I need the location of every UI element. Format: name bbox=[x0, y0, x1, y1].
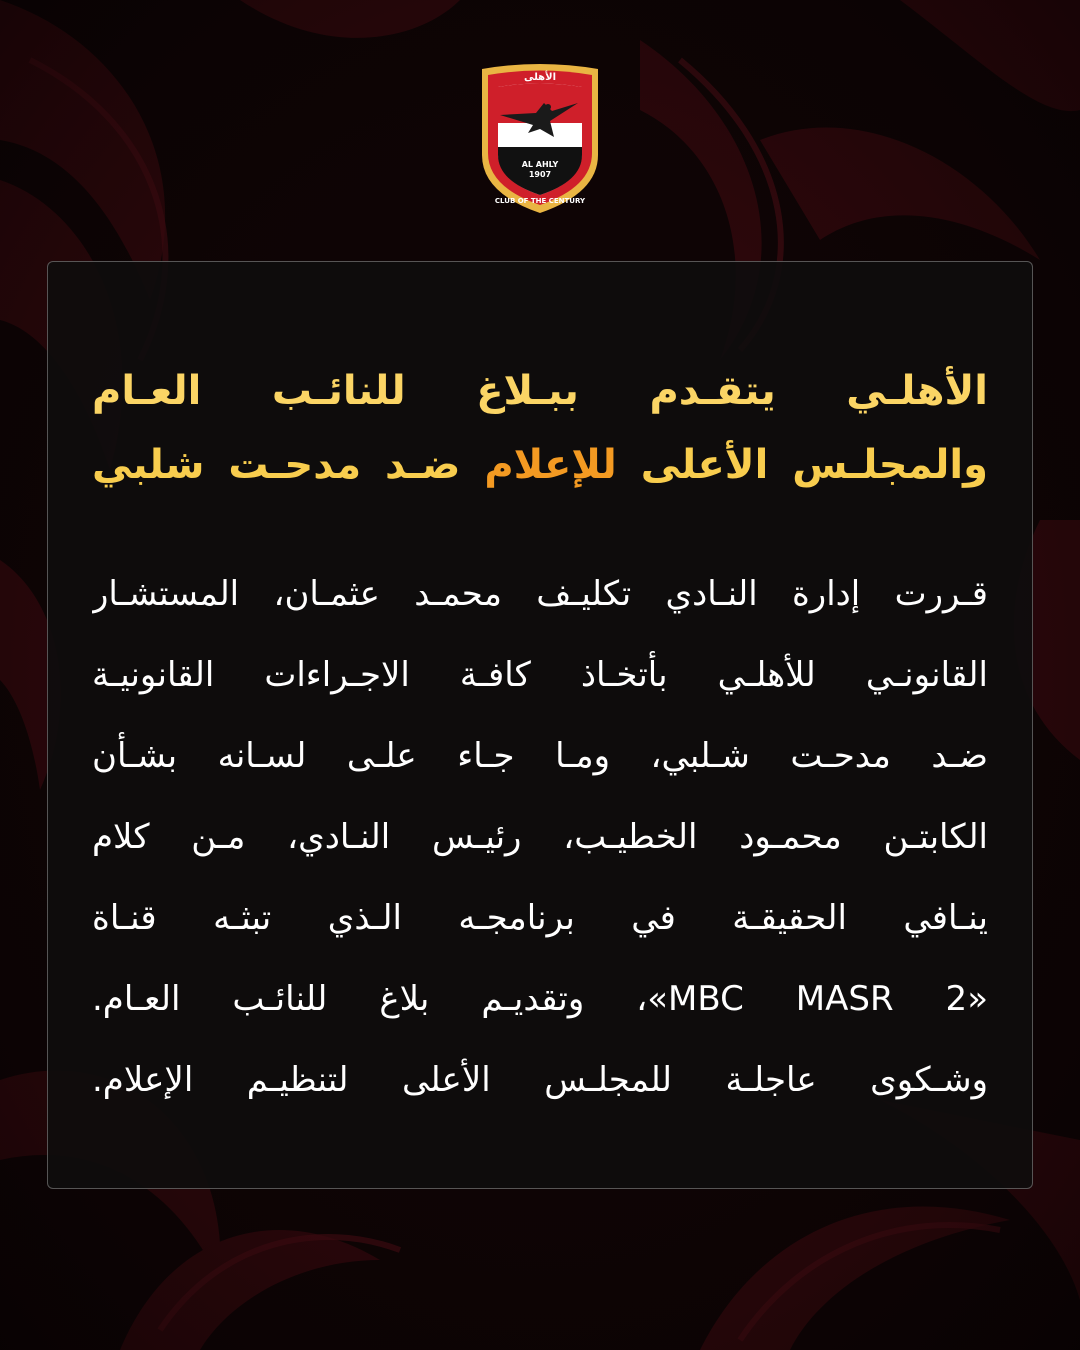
headline-line-1: الأهلـي يتقـدم ببـلاغ للنائـب العـام bbox=[92, 368, 988, 414]
body-line: ضـد مدحـت شـلبي، ومـا جـاء علـى لسـانه بشـأن bbox=[92, 736, 988, 776]
headline-line-2-part-3: ضـد مدحـت شلبي bbox=[92, 442, 461, 488]
headline-accent-word: للإعلام bbox=[484, 442, 617, 488]
body-line: «MBC MASR 2»، وتقديـم بلاغ للنائـب العـام. bbox=[92, 979, 988, 1019]
body-line: الكابتـن محمـود الخطيـب، رئيـس النـادي، مـن كلام bbox=[92, 817, 988, 857]
crest-arabic-name: الأهلى bbox=[523, 72, 557, 83]
headline-line-2-part-1: والمجلـس الأعلى bbox=[640, 442, 988, 488]
crest-year: 1907 bbox=[528, 170, 552, 179]
body-line: ينـافي الحقيقـة في برنامجـه الـذي تبثـه قنـاة bbox=[92, 898, 988, 938]
al-ahly-crest-logo bbox=[478, 63, 602, 215]
statement-card bbox=[47, 261, 1033, 1189]
crest-motto: CLUB OF THE CENTURY bbox=[494, 197, 586, 205]
body-line: القانونـي للأهلـي بأتخـاذ كافـة الاجـراءات القانونيـة bbox=[92, 655, 988, 695]
body-line: وشـكوى عاجلـة للمجلـس الأعلى لتنظيـم الإعلام. bbox=[92, 1060, 988, 1100]
headline-line-2 bbox=[92, 428, 988, 502]
crest-name: AL AHLY bbox=[521, 160, 559, 169]
statement-body bbox=[92, 554, 988, 1121]
body-line: قـررت إدارة النـادي تكليـف محمـد عثمـان، المستشـار bbox=[92, 574, 988, 614]
